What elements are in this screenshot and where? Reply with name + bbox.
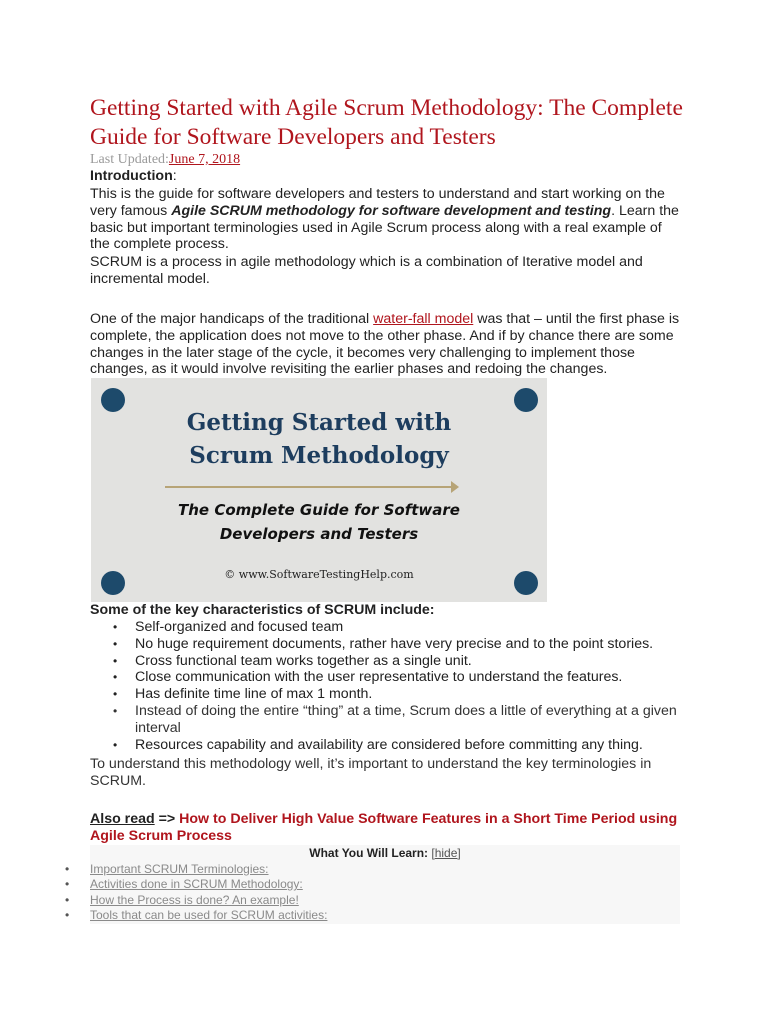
toc-heading: What You Will Learn: [hide]	[309, 846, 461, 860]
article-banner-image	[91, 378, 547, 602]
terminology-paragraph: To understand this methodology well, it’s important to understand the key terminologies in SCRUM.	[90, 756, 652, 789]
list-item: • Instead of doing the entire “thing” at a time, Scrum does a little of everything at a given interval	[90, 703, 680, 737]
banner-credit: © www.SoftwareTestingHelp.com	[224, 568, 414, 581]
list-item: • Cross functional team works together as a single unit.	[90, 653, 680, 670]
intro-paragraph: This is the guide for software developers and testers to understand and start working on the very famous Agile SCRUM methodology for software development and testing. Learn the basic but important terminologies used in Agile Scrum process along with a real example of the complete process.	[90, 186, 679, 253]
also-read-link[interactable]: How to Deliver High Value Software Features in a Short Time Period using Agile Scrum Process	[90, 811, 678, 844]
toc-item[interactable]: • Important SCRUM Terminologies:	[62, 862, 327, 877]
list-item: • Self-organized and focused team	[90, 619, 680, 636]
banner-subtitle: The Complete Guide for Software Developers and Testers	[178, 501, 460, 543]
characteristics-list	[90, 619, 680, 753]
intro-emphasis: Agile SCRUM methodology for software development and testing	[171, 202, 612, 219]
intro-heading: Introduction:	[90, 168, 177, 184]
also-read: Also read => How to Deliver High Value Software Features in a Short Time Period using Agile Scrum Process	[90, 811, 678, 844]
toc-item[interactable]: • How the Process is done? An example!	[62, 893, 327, 908]
list-item: • No huge requirement documents, rather have very precise and to the point stories.	[90, 636, 680, 653]
scrum-definition-paragraph: SCRUM is a process in agile methodology which is a combination of Iterative model and incremental model.	[90, 254, 643, 287]
toc-list	[62, 862, 327, 924]
last-updated	[90, 152, 240, 168]
intro-heading-label: Introduction	[90, 168, 173, 184]
banner-arrow-icon	[451, 481, 459, 493]
toc-hide-link[interactable]: hide	[434, 846, 458, 860]
article-title: Getting Started with Agile Scrum Methodology: The Complete Guide for Software Developers and Testers	[90, 95, 683, 150]
waterfall-paragraph: One of the major handicaps of the traditional water-fall model was that – until the first phase is complete, the application does not move to the other phase. And if by chance there are some changes in the later stage of the cycle, it becomes very challenging to implement those changes, as it would involve revisiting the earlier phases and redoing the changes.	[90, 311, 680, 378]
list-item: • Resources capability and availability are considered before committing any thing.	[90, 737, 680, 754]
toc-item[interactable]: • Activities done in SCRUM Methodology:	[62, 877, 327, 892]
toc-item[interactable]: • Tools that can be used for SCRUM activities:	[62, 908, 327, 923]
list-item: • Has definite time line of max 1 month.	[90, 686, 680, 703]
also-read-label: Also read	[90, 811, 155, 827]
characteristics-heading: Some of the key characteristics of SCRUM include:	[90, 602, 435, 618]
list-item: • Close communication with the user representative to understand the features.	[90, 669, 680, 686]
banner-divider	[165, 486, 455, 488]
last-updated-label: Last Updated:	[90, 152, 169, 167]
waterfall-model-link[interactable]: water-fall model	[373, 311, 474, 327]
banner-title: Getting Started with Scrum Methodology	[186, 409, 452, 469]
last-updated-date-link[interactable]: June 7, 2018	[168, 152, 241, 167]
